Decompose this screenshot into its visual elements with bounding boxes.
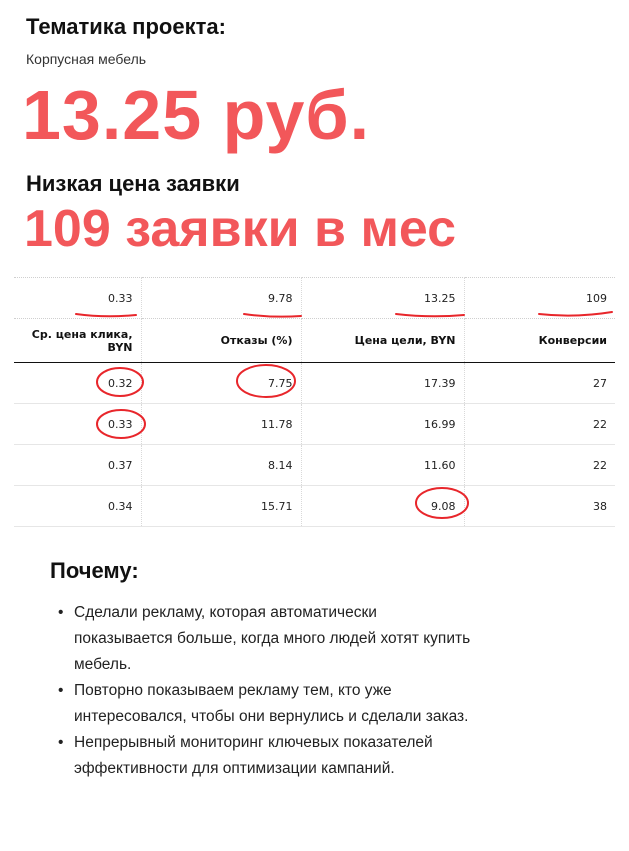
- list-item: [54, 678, 474, 730]
- cell-bounce-rate: 15.71: [141, 486, 301, 527]
- cell-goal-cost: 17.39: [301, 363, 464, 404]
- list-item-text: Повторно показываем рекламу тем, кто уже интересовался, чтобы они вернулись и сделали заказ.: [74, 682, 469, 725]
- table-row: [14, 486, 615, 527]
- cell-conversions: 38: [464, 486, 615, 527]
- bullet-icon: •: [58, 604, 64, 621]
- cell-avg-cpc: 0.37: [14, 445, 141, 486]
- why-list: [54, 600, 474, 782]
- cell-bounce-rate: 8.14: [141, 445, 301, 486]
- topic-heading: Тематика проекта:: [26, 14, 226, 39]
- total-goal-cost: 13.25: [301, 278, 464, 319]
- totals-row: [14, 278, 615, 319]
- total-avg-cpc: 0.33: [14, 278, 141, 319]
- list-item: [54, 730, 474, 782]
- table-row: [14, 363, 615, 404]
- header-row: [14, 319, 615, 363]
- list-item-text: Непрерывный мониторинг ключевых показателей эффективности для оптимизации кампаний.: [74, 734, 433, 777]
- list-item-text: Сделали рекламу, которая автоматически показывается больше, когда много людей хотят купить мебель.: [74, 604, 471, 673]
- bullet-icon: •: [58, 682, 64, 699]
- column-header-bounce-rate[interactable]: Отказы (%): [141, 319, 301, 363]
- column-header-conversions[interactable]: Конверсии: [464, 319, 615, 363]
- lead-price: 13.25 руб.: [22, 76, 371, 154]
- bullet-icon: •: [58, 734, 64, 751]
- table-row: [14, 445, 615, 486]
- topic-value: Корпусная мебель: [26, 51, 147, 67]
- list-item: [54, 600, 474, 678]
- cell-conversions: 22: [464, 445, 615, 486]
- total-conversions: 109: [464, 278, 615, 319]
- lead-price-caption: Низкая цена заявки: [26, 171, 240, 196]
- cell-avg-cpc: 0.32: [14, 363, 141, 404]
- cell-goal-cost: 11.60: [301, 445, 464, 486]
- cell-goal-cost: 16.99: [301, 404, 464, 445]
- leads-per-month: 109 заявки в мес: [24, 200, 457, 258]
- total-bounce-rate: 9.78: [141, 278, 301, 319]
- cell-conversions: 27: [464, 363, 615, 404]
- column-header-avg-cpc[interactable]: Ср. цена клика, BYN: [14, 319, 141, 363]
- column-header-goal-cost[interactable]: Цена цели, BYN: [301, 319, 464, 363]
- cell-bounce-rate: 11.78: [141, 404, 301, 445]
- cell-avg-cpc: 0.34: [14, 486, 141, 527]
- cell-bounce-rate: 7.75: [141, 363, 301, 404]
- table-row: [14, 404, 615, 445]
- stats-table: [14, 277, 615, 527]
- cell-avg-cpc: 0.33: [14, 404, 141, 445]
- why-title: Почему:: [50, 558, 139, 583]
- cell-goal-cost: 9.08: [301, 486, 464, 527]
- cell-conversions: 22: [464, 404, 615, 445]
